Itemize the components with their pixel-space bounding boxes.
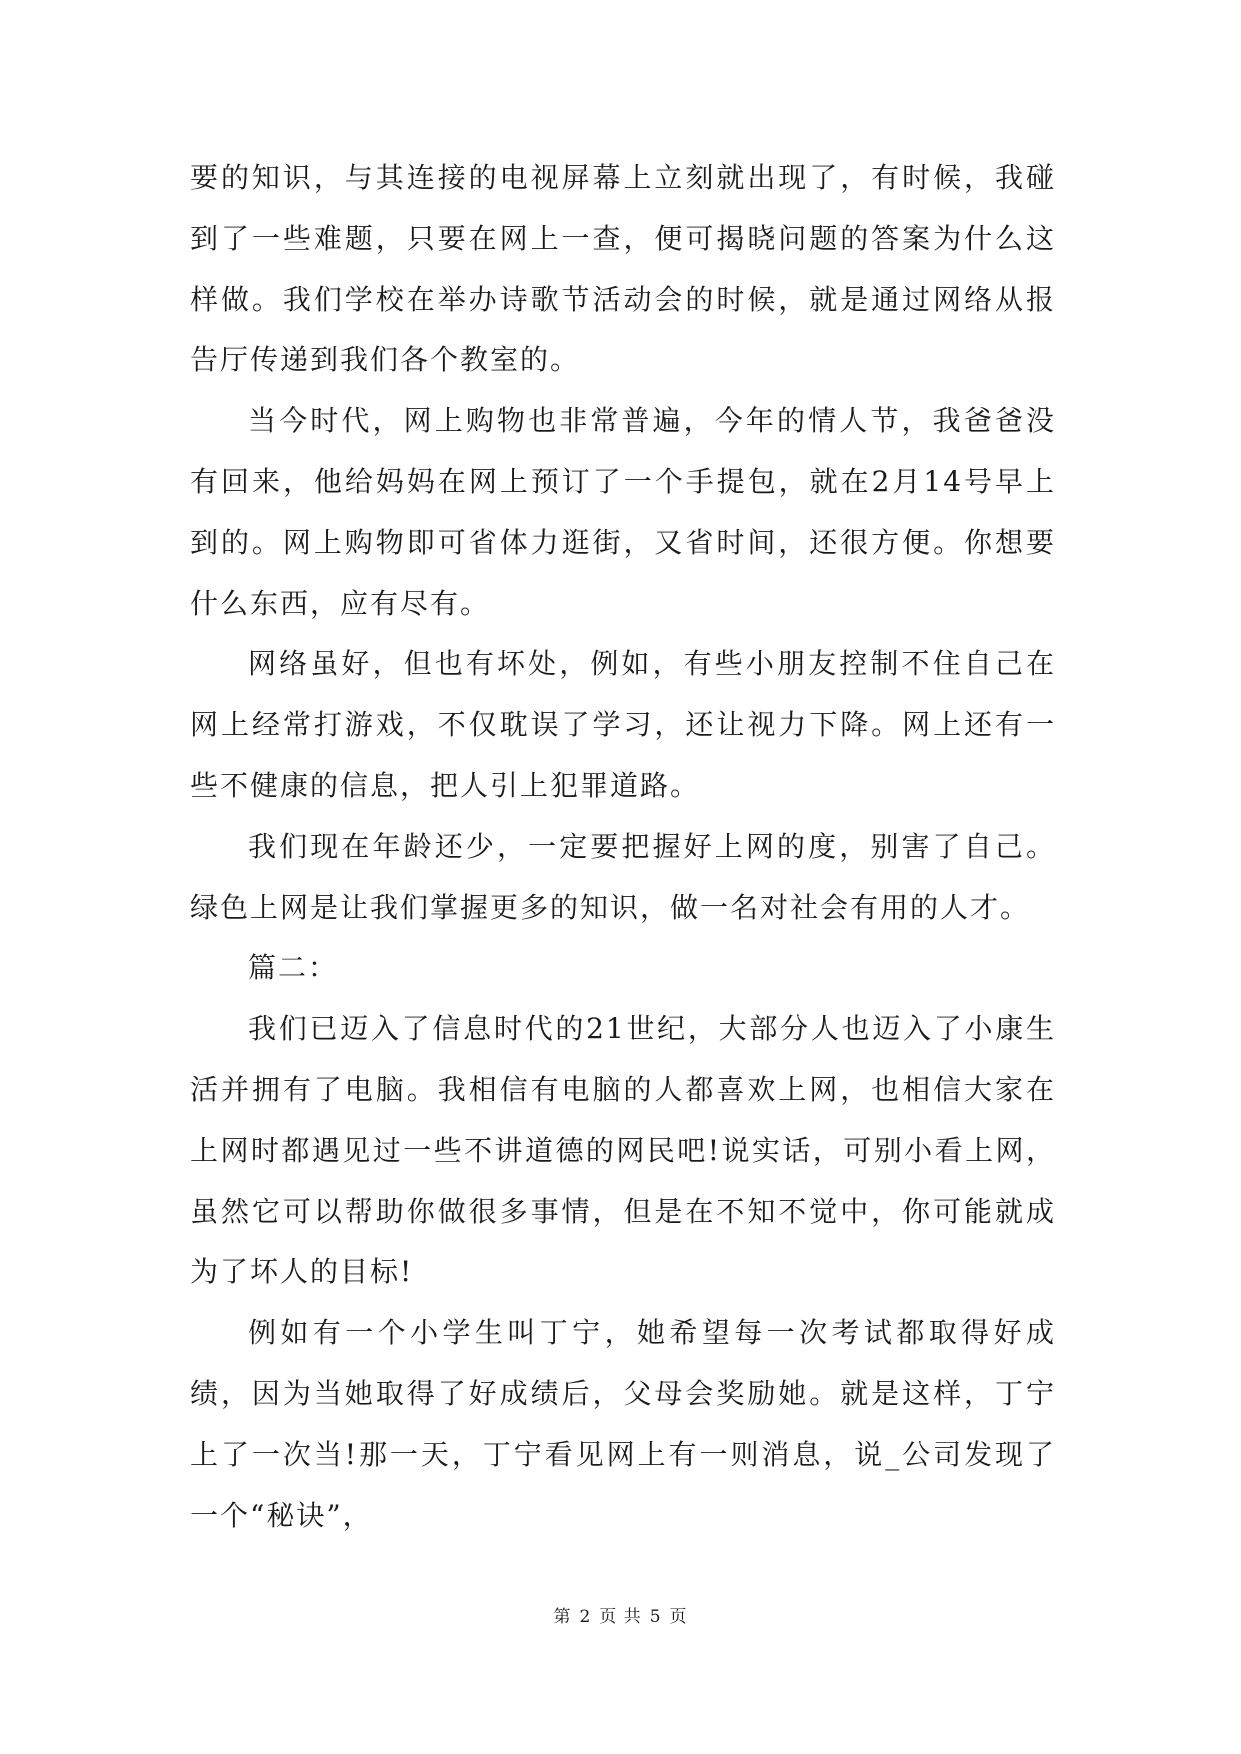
paragraph-3: 网络虽好，但也有坏处，例如，有些小朋友控制不住自己在网上经常打游戏，不仅耽误了学习，还让视力下降。网上还有一些不健康的信息，把人引上犯罪道路。 xyxy=(190,647,1056,802)
current-page-number: 2 xyxy=(579,1607,592,1627)
total-pages-number: 5 xyxy=(649,1607,662,1627)
paragraph-2: 当今时代，网上购物也非常普遍，今年的情人节，我爸爸没有回来，他给妈妈在网上预订了一个手提包，就在2月14号早上到的。网上购物即可省体力逛街，又省时间，还很方便。你想要什么东西，应有尽有。 xyxy=(190,404,1056,620)
paragraph-6: 例如有一个小学生叫丁宁，她希望每一次考试都取得好成绩，因为当她取得了好成绩后，父母会奖励她。就是这样，丁宁上了一次当!那一天，丁宁看见网上有一则消息，说_公司发现了一个“秘诀”， xyxy=(190,1316,1056,1532)
section-heading-part-two: 篇二： xyxy=(248,951,339,985)
paragraph-5: 我们已迈入了信息时代的21世纪，大部分人也迈入了小康生活并拥有了电脑。我相信有电脑的人都喜欢上网，也相信大家在上网时都遇见过一些不讲道德的网民吧!说实话，可别小看上网，虽然它可以帮助你做很多事情，但是在不知不觉中，你可能就成为了坏人的目标! xyxy=(190,1012,1056,1289)
document-body xyxy=(190,148,1056,1546)
paragraph-4: 我们现在年龄还少，一定要把握好上网的度，别害了自己。绿色上网是让我们掌握更多的知识，做一名对社会有用的人才。 xyxy=(190,829,1056,924)
page-footer xyxy=(0,1602,1241,1627)
page-label-suffix: 页 xyxy=(669,1607,688,1627)
page-label-mid: 页 共 xyxy=(599,1607,642,1627)
page-label-prefix: 第 xyxy=(553,1607,572,1627)
paragraph-1: 要的知识，与其连接的电视屏幕上立刻就出现了，有时候，我碰到了一些难题，只要在网上一查，便可揭晓问题的答案为什么这样做。我们学校在举办诗歌节活动会的时候，就是通过网络从报告厅传递到我们各个教室的。 xyxy=(190,161,1056,377)
